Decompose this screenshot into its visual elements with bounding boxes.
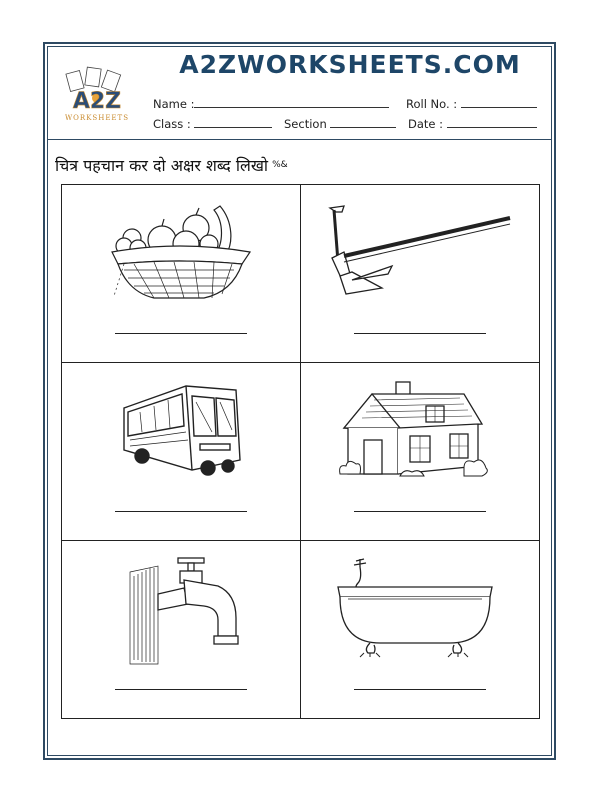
- plough-picture: [322, 202, 517, 302]
- logo-subtext: WORKSHEETS: [64, 114, 130, 122]
- answer-line-6[interactable]: [354, 689, 486, 690]
- section-field[interactable]: [284, 117, 396, 131]
- instruction-code: %&: [272, 160, 288, 170]
- name-blank[interactable]: [194, 97, 389, 108]
- answer-line-4[interactable]: [354, 511, 486, 512]
- class-field[interactable]: [153, 117, 272, 131]
- instruction-text: चित्र पहचान कर दो अक्षर शब्द लिखो: [55, 156, 269, 175]
- answer-line-3[interactable]: [115, 511, 247, 512]
- roll-no-blank[interactable]: [461, 97, 537, 108]
- water-tap-picture: [128, 556, 243, 666]
- name-field[interactable]: [153, 97, 389, 111]
- bathtub-picture: [330, 557, 500, 662]
- answer-line-5[interactable]: [115, 689, 247, 690]
- roll-no-label: Roll No. :: [406, 97, 458, 111]
- logo-letters: A2Z: [72, 89, 122, 114]
- date-field[interactable]: [408, 117, 537, 131]
- date-label: Date :: [408, 117, 444, 131]
- answer-line-1[interactable]: [115, 333, 247, 334]
- grid-column-divider: [300, 184, 301, 719]
- name-label: Name :: [153, 97, 195, 111]
- class-label: Class :: [153, 117, 191, 131]
- section-label: Section: [284, 117, 327, 131]
- answer-line-2[interactable]: [354, 333, 486, 334]
- header-divider: [47, 139, 552, 140]
- class-blank[interactable]: [194, 117, 272, 128]
- grid-row-divider-1: [61, 362, 540, 363]
- section-blank[interactable]: [330, 117, 396, 128]
- site-title[interactable]: A2ZWORKSHEETS.COM: [179, 50, 521, 79]
- house-picture: [314, 378, 494, 493]
- a2z-logo: [58, 66, 136, 124]
- roll-no-field[interactable]: [406, 97, 537, 111]
- fruit-basket-picture: [104, 200, 254, 305]
- instruction: [55, 154, 288, 176]
- date-blank[interactable]: [447, 117, 537, 128]
- bus-picture: [116, 378, 246, 478]
- grid-row-divider-2: [61, 540, 540, 541]
